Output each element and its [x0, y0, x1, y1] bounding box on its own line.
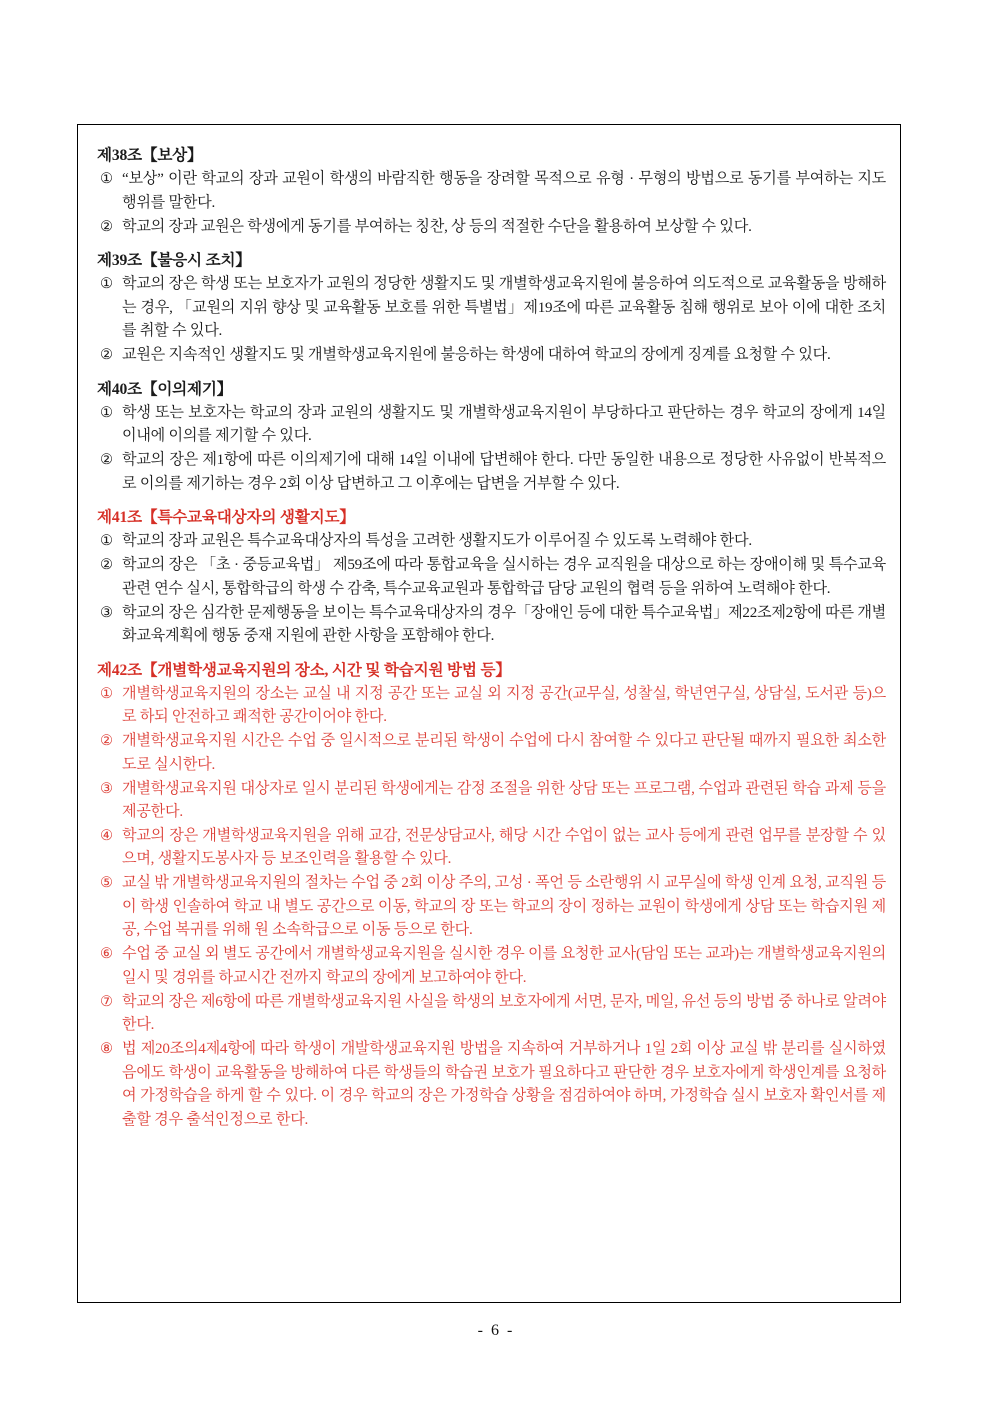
article-38-clauses	[97, 168, 886, 239]
document-border-frame	[77, 124, 901, 1303]
article-40-title: 【이의제기】	[141, 380, 233, 398]
clause-text: 개별학생교육지원 대상자로 일시 분리된 학생에게는 감정 조절을 위한 상담 또는 프로그램, 수업과 관련된 학습 과제 등을 제공한다.	[122, 780, 886, 821]
clause-marker: ①	[100, 404, 113, 421]
clause-text: 교원은 지속적인 생활지도 및 개별학생교육지원에 불응하는 학생에 대하여 학교의 장에게 징계를 요청할 수 있다.	[122, 347, 831, 364]
clause-marker: ②	[100, 733, 113, 750]
clause-text: 교실 밖 개별학생교육지원의 절차는 수업 중 2회 이상 주의, 고성 · 폭언 등 소란행위 시 교무실에 학생 인계 요청, 교직원 등이 학생 인솔하여 학교 내 별도 공간으로 이동, 학교의 장 또는 학교의 장이 정하는 교원이 학생에게 상담 또는 학습지원 제공, 수업 복귀를 위해 원 소속학급으로 이동 등으로 한다.	[122, 875, 886, 939]
clause-marker: ①	[100, 533, 113, 550]
clause-item	[97, 530, 886, 553]
article-40	[97, 379, 886, 497]
clause-marker: ⑧	[100, 1041, 113, 1058]
article-42-heading	[97, 660, 886, 682]
article-38	[97, 145, 886, 239]
article-40-heading	[97, 379, 886, 401]
clause-text: 학생 또는 보호자는 학교의 장과 교원의 생활지도 및 개별학생교육지원이 부당하다고 판단하는 경우 학교의 장에게 14일 이내에 이의를 제기할 수 있다.	[122, 404, 886, 445]
clause-text: 학교의 장은 개별학생교육지원을 위해 교감, 전문상담교사, 해당 시간 수업이 없는 교사 등에게 관련 업무를 분장할 수 있으며, 생활지도봉사자 등 보조인력을 활용할 수 있다.	[122, 828, 886, 868]
clause-marker: ②	[100, 347, 113, 364]
article-42-clauses	[97, 683, 886, 1132]
clause-marker: ⑦	[100, 993, 113, 1010]
clause-item	[97, 943, 886, 990]
clause-item	[97, 168, 886, 215]
article-41-clauses	[97, 530, 886, 648]
clause-item	[97, 872, 886, 942]
clause-text: 학교의 장과 교원은 학생에게 동기를 부여하는 칭찬, 상 등의 적절한 수단을 활용하여 보상할 수 있다.	[122, 218, 752, 235]
clause-item	[97, 402, 886, 449]
article-40-number: 제40조	[97, 380, 142, 398]
clause-item	[97, 730, 886, 777]
article-42-title: 【개별학생교육지원의 장소, 시간 및 학습지원 방법 등】	[141, 661, 511, 679]
article-41-heading	[97, 507, 886, 529]
article-38-heading	[97, 145, 886, 167]
clause-marker: ③	[100, 604, 113, 621]
article-38-title: 【보상】	[141, 147, 203, 164]
clause-marker: ②	[100, 218, 113, 235]
clause-text: 학교의 장은 학생 또는 보호자가 교원의 정당한 생활지도 및 개별학생교육지원에 불응하여 의도적으로 교육활동을 방해하는 경우, 「교원의 지위 향상 및 교육활동 보호를 위한 특별법」제19조에 따른 교육활동 침해 행위로 보아 이에 대한 조치를 취할 수 있다.	[122, 276, 886, 340]
article-41	[97, 507, 886, 648]
article-39-number: 제39조	[97, 252, 142, 270]
clause-text: 학교의 장은 심각한 문제행동을 보이는 특수교육대상자의 경우「장애인 등에 대한 특수교육법」제22조제2항에 따른 개별화교육계획에 행동 중재 지원에 관한 사항을 포함해야 한다.	[122, 604, 886, 645]
clause-item	[97, 683, 886, 730]
document-content	[97, 145, 886, 1132]
clause-marker: ②	[100, 452, 113, 469]
clause-text: 개별학생교육지원 시간은 수업 중 일시적으로 분리된 학생이 수업에 다시 참여할 수 있다고 판단될 때까지 필요한 최소한도로 실시한다.	[122, 733, 886, 773]
clause-item	[97, 991, 886, 1038]
clause-item	[97, 1038, 886, 1132]
article-39	[97, 250, 886, 368]
clause-text: 학교의 장은 제1항에 따른 이의제기에 대해 14일 이내에 답변해야 한다. 다만 동일한 내용으로 정당한 사유없이 반복적으로 이의를 제기하는 경우 2회 이상 답변하고 그 이후에는 답변을 거부할 수 있다.	[122, 452, 886, 492]
clause-text: 개별학생교육지원의 장소는 교실 내 지정 공간 또는 교실 외 지정 공간(교무실, 성찰실, 학년연구실, 상담실, 도서관 등)으로 하되 안전하고 쾌적한 공간이어야 한다.	[122, 685, 886, 726]
clause-marker: ⑥	[100, 946, 113, 963]
article-42-number: 제42조	[97, 661, 142, 679]
clause-text: 학교의 장은 「초 · 중등교육법」 제59조에 따라 통합교육을 실시하는 경우 교직원을 대상으로 하는 장애이해 및 특수교육 관련 연수 실시, 통합학급의 학생 수 감축, 특수교육교원과 통합학급 담당 교원의 협력 등을 위하여 노력해야 한다.	[122, 557, 886, 597]
clause-marker: ③	[100, 780, 113, 797]
clause-item	[97, 273, 886, 343]
clause-item	[97, 602, 886, 649]
article-38-number: 제38조	[97, 147, 142, 164]
article-39-heading	[97, 250, 886, 272]
article-39-title: 【불응시 조치】	[141, 252, 251, 270]
clause-item	[97, 449, 886, 496]
clause-text: 수업 중 교실 외 별도 공간에서 개별학생교육지원을 실시한 경우 이를 요청한 교사(담임 또는 교과)는 개별학생교육지원의 일시 및 경위를 하교시간 전까지 학교의 장에게 보고하여야 한다.	[122, 946, 886, 986]
article-40-clauses	[97, 402, 886, 496]
clause-item	[97, 778, 886, 825]
page-number-footer: - 6 -	[477, 1322, 515, 1339]
clause-text: “보상” 이란 학교의 장과 교원이 학생의 바람직한 행동을 장려할 목적으로 유형 · 무형의 방법으로 동기를 부여하는 지도 행위를 말한다.	[122, 171, 886, 211]
clause-marker: ①	[100, 171, 113, 188]
article-42	[97, 660, 886, 1133]
clause-item	[97, 344, 886, 367]
clause-item	[97, 554, 886, 601]
clause-marker: ②	[100, 557, 113, 574]
article-41-title: 【특수교육대상자의 생활지도】	[141, 509, 355, 527]
clause-marker: ④	[100, 828, 113, 845]
clause-text: 법 제20조의4제4항에 따라 학생이 개발학생교육지원 방법을 지속하여 거부하거나 1일 2회 이상 교실 밖 분리를 실시하였음에도 학생이 교육활동을 방해하여 다른 학생들의 학습권 보호가 필요하다고 판단한 경우 보호자에게 학생인계를 요청하여 가정학습을 하게 할 수 있다. 이 경우 학교의 장은 가정학습 상황을 점검하여야 하며, 가정학습 실시 보호자 확인서를 제출할 경우 출석인정으로 한다.	[122, 1041, 886, 1128]
clause-marker: ①	[100, 685, 113, 702]
clause-marker: ①	[100, 276, 113, 293]
article-41-number: 제41조	[97, 509, 142, 527]
article-39-clauses	[97, 273, 886, 367]
clause-text: 학교의 장은 제6항에 따른 개별학생교육지원 사실을 학생의 보호자에게 서면, 문자, 메일, 유선 등의 방법 중 하나로 알려야 한다.	[122, 993, 886, 1034]
clause-item	[97, 216, 886, 239]
clause-marker: ⑤	[100, 875, 113, 892]
clause-text: 학교의 장과 교원은 특수교육대상자의 특성을 고려한 생활지도가 이루어질 수 있도록 노력해야 한다.	[122, 533, 752, 550]
clause-item	[97, 825, 886, 872]
